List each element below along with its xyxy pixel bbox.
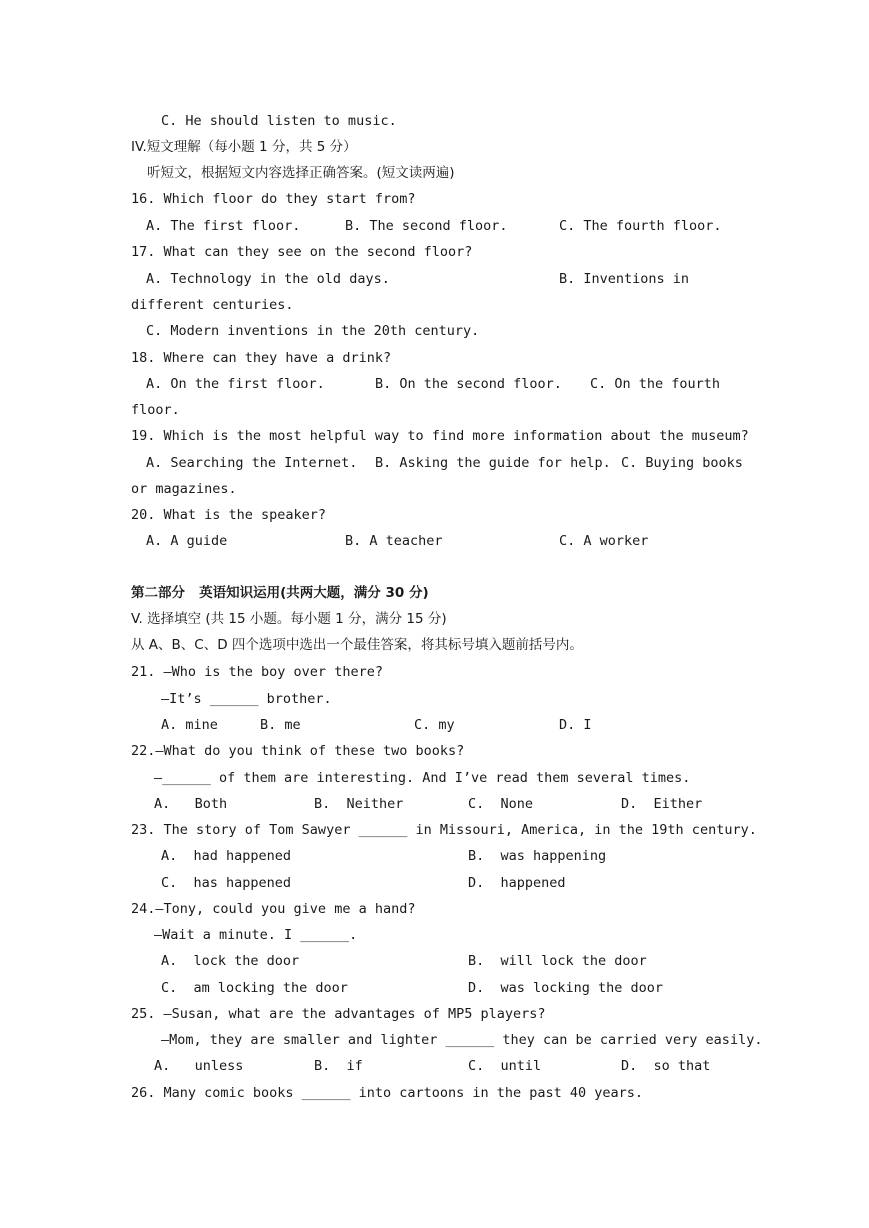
section-v-title: V. 选择填空 (共 15 小题。每小题 1 分，满分 15 分) <box>131 611 447 627</box>
q25-response: —Mom, they are smaller and lighter ______ they can be carried very easily. <box>161 1032 763 1048</box>
q20-option-c: C. A worker <box>559 533 649 549</box>
q19-stem: 19. Which is the most helpful way to find more information about the museum? <box>131 428 749 444</box>
q23-stem: 23. The story of Tom Sawyer ______ in Missouri, America, in the 19th century. <box>131 822 757 838</box>
q25-option-d: D. so that <box>621 1058 711 1074</box>
q16-option-a: A. The first floor. <box>146 218 301 234</box>
q23-option-c: C. has happened <box>161 875 292 891</box>
q25-option-b: B. if <box>314 1058 363 1074</box>
q22-response: —______ of them are interesting. And I’ve read them several times. <box>154 770 691 786</box>
section-iv-title: IV.短文理解（每小题 1 分，共 5 分） <box>131 139 357 155</box>
q21-response: —It’s ______ brother. <box>161 691 332 707</box>
q16-option-c: C. The fourth floor. <box>559 218 722 234</box>
q20-option-b: B. A teacher <box>345 533 443 549</box>
q19-option-c-cont: or magazines. <box>131 481 237 497</box>
q24-option-a: A. lock the door <box>161 953 300 969</box>
q18-stem: 18. Where can they have a drink? <box>131 350 392 366</box>
q20-stem: 20. What is the speaker? <box>131 507 327 523</box>
q22-option-c: C. None <box>468 796 534 812</box>
q18-option-c-cont: floor. <box>131 402 180 418</box>
q23-option-b: B. was happening <box>468 848 607 864</box>
q25-option-a: A. unless <box>154 1058 244 1074</box>
section-iv-instruction: 听短文，根据短文内容选择正确答案。(短文读两遍) <box>147 165 455 181</box>
q18-option-b: B. On the second floor. <box>375 376 562 392</box>
q21-stem: 21. —Who is the boy over there? <box>131 664 383 680</box>
q25-stem: 25. —Susan, what are the advantages of MP5 players? <box>131 1006 546 1022</box>
q21-option-d: D. I <box>559 717 592 733</box>
q24-option-d: D. was locking the door <box>468 980 664 996</box>
q19-option-b: B. Asking the guide for help. <box>375 455 611 471</box>
q15-option-c: C. He should listen to music. <box>161 113 397 129</box>
q17-option-a: A. Technology in the old days. <box>146 271 390 287</box>
q22-option-a: A. Both <box>154 796 228 812</box>
q24-stem: 24.—Tony, could you give me a hand? <box>131 901 416 917</box>
q20-option-a: A. A guide <box>146 533 228 549</box>
q26-stem: 26. Many comic books ______ into cartoons in the past 40 years. <box>131 1085 644 1101</box>
q16-option-b: B. The second floor. <box>345 218 508 234</box>
q19-option-c: C. Buying books <box>621 455 743 471</box>
q22-stem: 22.—What do you think of these two books? <box>131 743 465 759</box>
q17-option-b-cont: different centuries. <box>131 297 294 313</box>
q24-response: —Wait a minute. I ______. <box>154 927 358 943</box>
q19-option-a: A. Searching the Internet. <box>146 455 358 471</box>
q17-stem: 17. What can they see on the second floor? <box>131 244 473 260</box>
q17-option-c: C. Modern inventions in the 20th century. <box>146 323 480 339</box>
q21-option-b: B. me <box>260 717 301 733</box>
q21-option-a: A. mine <box>161 717 218 733</box>
q24-option-b: B. will lock the door <box>468 953 647 969</box>
q18-option-a: A. On the first floor. <box>146 376 325 392</box>
q16-stem: 16. Which floor do they start from? <box>131 191 416 207</box>
q25-option-c: C. until <box>468 1058 542 1074</box>
q23-option-a: A. had happened <box>161 848 292 864</box>
part-two-title: 第二部分 英语知识运用(共两大题，满分 30 分) <box>131 585 429 601</box>
q22-option-d: D. Either <box>621 796 703 812</box>
q18-option-c: C. On the fourth <box>590 376 721 392</box>
q22-option-b: B. Neither <box>314 796 404 812</box>
q24-option-c: C. am locking the door <box>161 980 348 996</box>
q21-option-c: C. my <box>414 717 455 733</box>
section-v-instruction: 从 A、B、C、D 四个选项中选出一个最佳答案，将其标号填入题前括号内。 <box>131 637 583 653</box>
q23-option-d: D. happened <box>468 875 566 891</box>
q17-option-b: B. Inventions in <box>559 271 690 287</box>
